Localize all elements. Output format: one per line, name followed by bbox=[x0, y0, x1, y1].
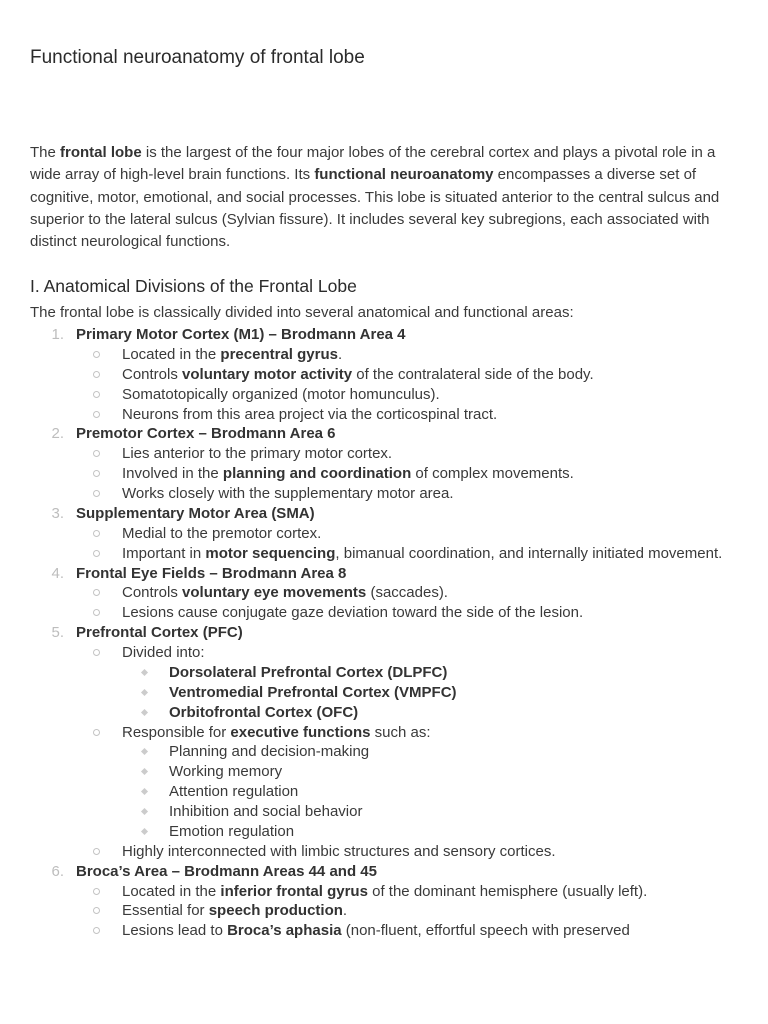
sub-item bbox=[30, 583, 742, 603]
numbered-item bbox=[30, 564, 742, 584]
text-run: Controls bbox=[122, 584, 183, 602]
sub-item bbox=[30, 603, 742, 623]
sub-sub-item bbox=[30, 762, 742, 782]
text-run: Important in bbox=[122, 544, 206, 562]
text-run: . bbox=[342, 902, 348, 920]
item-number: 3. bbox=[51, 504, 64, 522]
sub-sub-item bbox=[30, 742, 742, 762]
bold-text: Primary Motor Cortex (M1) – Brodmann Area 4 bbox=[76, 326, 406, 343]
item-number: 5. bbox=[51, 624, 64, 642]
text-run: Lesions cause conjugate gaze deviation toward the side of the lesion. bbox=[122, 604, 584, 622]
hollow-circle-bullet-icon bbox=[93, 351, 100, 358]
text-run: of complex movements. bbox=[411, 465, 574, 483]
text-run: Lesions lead to bbox=[122, 922, 228, 940]
sub-item bbox=[30, 842, 742, 862]
text-run: Neurons from this area project via the corticospinal tract. bbox=[122, 405, 498, 423]
bold-text: Broca’s aphasia bbox=[227, 922, 342, 940]
sub-sub-item bbox=[30, 683, 742, 703]
bold-text: functional neuroanatomy bbox=[314, 166, 494, 184]
numbered-item bbox=[30, 504, 742, 524]
bold-text: Broca’s Area – Brodmann Areas 44 and 45 bbox=[76, 862, 377, 880]
document-title: Functional neuroanatomy of frontal lobe bbox=[30, 47, 365, 68]
sub-item bbox=[30, 405, 742, 425]
section-lead: The frontal lobe is classically divided into several anatomical and functional areas: bbox=[30, 304, 574, 321]
text-run: such as: bbox=[370, 723, 431, 741]
hollow-circle-bullet-icon bbox=[93, 907, 100, 914]
bold-text: Orbitofrontal Cortex (OFC) bbox=[169, 703, 359, 721]
diamond-bullet-icon bbox=[141, 669, 148, 676]
text-run: Divided into: bbox=[122, 644, 205, 661]
bold-text: Frontal Eye Fields – Brodmann Area 8 bbox=[76, 564, 347, 582]
numbered-item bbox=[30, 325, 742, 345]
text-run: Controls bbox=[122, 365, 183, 383]
sub-item bbox=[30, 901, 742, 921]
text-run: Essential for bbox=[122, 902, 209, 920]
sub-item bbox=[30, 464, 742, 484]
text-run: The bbox=[30, 144, 61, 161]
hollow-circle-bullet-icon bbox=[93, 450, 100, 457]
bold-text: Premotor Cortex – Brodmann Area 6 bbox=[76, 425, 336, 443]
hollow-circle-bullet-icon bbox=[93, 391, 100, 398]
text-run: Medial to the premotor cortex. bbox=[122, 524, 322, 542]
hollow-circle-bullet-icon bbox=[93, 530, 100, 537]
sub-item bbox=[30, 643, 742, 663]
bold-text: inferior frontal gyrus bbox=[220, 882, 368, 900]
numbered-item bbox=[30, 862, 742, 882]
hollow-circle-bullet-icon bbox=[93, 589, 100, 596]
diamond-bullet-icon bbox=[141, 768, 148, 775]
sub-sub-item bbox=[30, 822, 742, 842]
outline-list bbox=[30, 325, 742, 941]
text-run: Responsible for bbox=[122, 723, 231, 741]
sub-item bbox=[30, 385, 742, 405]
bold-text: voluntary eye movements bbox=[182, 584, 367, 602]
item-number: 4. bbox=[51, 564, 64, 582]
text-run: Attention regulation bbox=[169, 783, 299, 801]
diamond-bullet-icon bbox=[141, 828, 148, 835]
sub-sub-item bbox=[30, 703, 742, 723]
intro-paragraph bbox=[30, 142, 742, 253]
sub-item bbox=[30, 524, 742, 544]
section-heading: I. Anatomical Divisions of the Frontal Lobe bbox=[30, 276, 357, 296]
numbered-item bbox=[30, 424, 742, 444]
diamond-bullet-icon bbox=[141, 808, 148, 815]
diamond-bullet-icon bbox=[141, 709, 148, 716]
text-run: Highly interconnected with limbic structures and sensory cortices. bbox=[122, 842, 556, 860]
sub-item bbox=[30, 365, 742, 385]
hollow-circle-bullet-icon bbox=[93, 411, 100, 418]
text-run: is the largest of the four major lobes of the cerebral cortex and plays a pivotal role in a wide array of high-level brain functions. Its bbox=[30, 144, 716, 184]
text-run: Inhibition and social behavior bbox=[169, 803, 363, 820]
hollow-circle-bullet-icon bbox=[93, 848, 100, 855]
hollow-circle-bullet-icon bbox=[93, 609, 100, 616]
hollow-circle-bullet-icon bbox=[93, 490, 100, 497]
bold-text: precentral gyrus bbox=[220, 345, 338, 363]
bold-text: Supplementary Motor Area (SMA) bbox=[76, 504, 315, 522]
diamond-bullet-icon bbox=[141, 788, 148, 795]
item-number: 1. bbox=[51, 326, 64, 343]
numbered-item bbox=[30, 623, 742, 643]
bold-text: Prefrontal Cortex (PFC) bbox=[76, 624, 243, 642]
diamond-bullet-icon bbox=[141, 689, 148, 696]
bold-text: Ventromedial Prefrontal Cortex (VMPFC) bbox=[169, 683, 457, 701]
text-run: , bimanual coordination, and internally initiated movement. bbox=[335, 544, 723, 562]
text-run: Working memory bbox=[169, 763, 283, 781]
text-run: Located in the bbox=[122, 345, 221, 363]
sub-sub-item bbox=[30, 782, 742, 802]
sub-item bbox=[30, 444, 742, 464]
hollow-circle-bullet-icon bbox=[93, 927, 100, 934]
text-run: . bbox=[337, 345, 343, 363]
bold-text: motor sequencing bbox=[205, 544, 336, 562]
sub-item bbox=[30, 544, 742, 564]
text-run: Planning and decision-making bbox=[169, 743, 370, 761]
sub-item bbox=[30, 345, 742, 365]
hollow-circle-bullet-icon bbox=[93, 470, 100, 477]
text-run: Involved in the bbox=[122, 465, 223, 483]
text-run: (non-fluent, effortful speech with preserved bbox=[341, 922, 630, 940]
hollow-circle-bullet-icon bbox=[93, 649, 100, 656]
sub-item bbox=[30, 723, 742, 743]
text-run: of the contralateral side of the body. bbox=[352, 365, 594, 383]
bold-text: Dorsolateral Prefrontal Cortex (DLPFC) bbox=[169, 663, 448, 681]
hollow-circle-bullet-icon bbox=[93, 371, 100, 378]
text-run: (saccades). bbox=[366, 584, 448, 602]
item-number: 2. bbox=[51, 425, 64, 443]
sub-sub-item bbox=[30, 802, 742, 822]
sub-item bbox=[30, 921, 742, 941]
text-run: Emotion regulation bbox=[169, 822, 295, 840]
sub-sub-item bbox=[30, 663, 742, 683]
hollow-circle-bullet-icon bbox=[93, 729, 100, 736]
bold-text: executive functions bbox=[230, 723, 371, 741]
text-run: Somatotopically organized (motor homunculus). bbox=[122, 385, 440, 403]
hollow-circle-bullet-icon bbox=[93, 888, 100, 895]
bold-text: frontal lobe bbox=[60, 144, 142, 161]
text-run: of the dominant hemisphere (usually left). bbox=[367, 882, 648, 900]
text-run: encompasses a diverse set of cognitive, motor, emotional, and social processes. This lobe is situated anterior to the central sulcus and superior to the lateral sulcus (Sylvian fissure). It includes several key subregions, each associated with distinct neurological functions. bbox=[30, 166, 720, 251]
bold-text: speech production bbox=[208, 902, 343, 920]
text-run: Lies anterior to the primary motor cortex. bbox=[122, 445, 393, 463]
bold-text: planning and coordination bbox=[222, 465, 412, 483]
text-run: Works closely with the supplementary motor area. bbox=[122, 485, 454, 502]
item-number: 6. bbox=[51, 862, 64, 880]
bold-text: voluntary motor activity bbox=[182, 365, 353, 383]
hollow-circle-bullet-icon bbox=[93, 550, 100, 557]
text-run: Located in the bbox=[122, 882, 221, 900]
diamond-bullet-icon bbox=[141, 748, 148, 755]
sub-item bbox=[30, 484, 742, 504]
sub-item bbox=[30, 882, 742, 902]
